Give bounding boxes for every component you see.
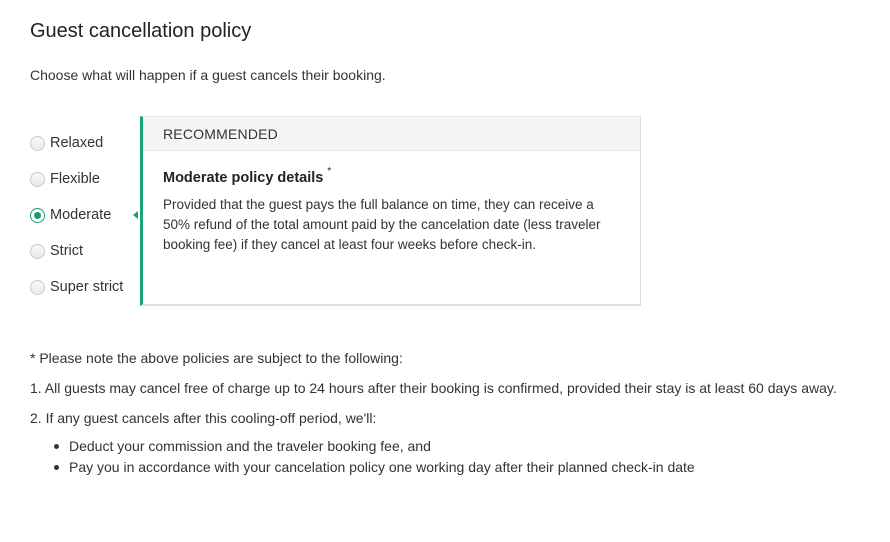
selection-pointer-icon [133,211,138,219]
radio-button-selected[interactable] [30,208,45,223]
note-bullet-list [30,436,860,478]
radio-button[interactable] [30,172,45,187]
policy-details-title-text: Moderate policy details [163,169,324,186]
note-point-2: 2. If any guest cancels after this cooling-off period, we'll: [30,410,377,426]
recommended-badge: RECOMMENDED [143,117,640,151]
policy-notes [30,348,860,478]
notes-intro: * Please note the above policies are subject to the following: [30,350,403,366]
footnote-marker: * [327,166,332,177]
policy-option-flexible[interactable] [30,161,140,197]
policy-details-title [163,168,620,186]
page-subtitle: Choose what will happen if a guest cancels their booking. [30,67,386,83]
policy-option-super-strict[interactable] [30,269,140,305]
policy-details-panel [140,116,641,306]
note-point-1: 1. All guests may cancel free of charge up to 24 hours after their booking is confirmed, provided their stay is at least 60 days away. [30,380,837,396]
policy-option-label: Relaxed [50,135,104,151]
policy-option-label: Moderate [50,207,112,223]
page-title: Guest cancellation policy [30,20,252,42]
list-item: Deduct your commission and the traveler booking fee, and [54,436,860,457]
policy-option-moderate[interactable] [30,197,140,233]
policy-option-relaxed[interactable] [30,125,140,161]
policy-radio-group [30,125,140,305]
policy-details-text: Provided that the guest pays the full balance on time, they can receive a 50% refund of the total amount paid by the cancelation date (less traveler booking fee) if they cancel at least four weeks before check-in. [163,196,601,252]
policy-option-label: Strict [50,243,84,259]
list-item: Pay you in accordance with your cancelation policy one working day after their planned check-in date [54,457,860,478]
radio-button[interactable] [30,280,45,295]
policy-option-strict[interactable] [30,233,140,269]
policy-option-label: Flexible [50,171,100,187]
policy-option-label: Super strict [50,279,124,295]
radio-button[interactable] [30,244,45,259]
radio-button[interactable] [30,136,45,151]
